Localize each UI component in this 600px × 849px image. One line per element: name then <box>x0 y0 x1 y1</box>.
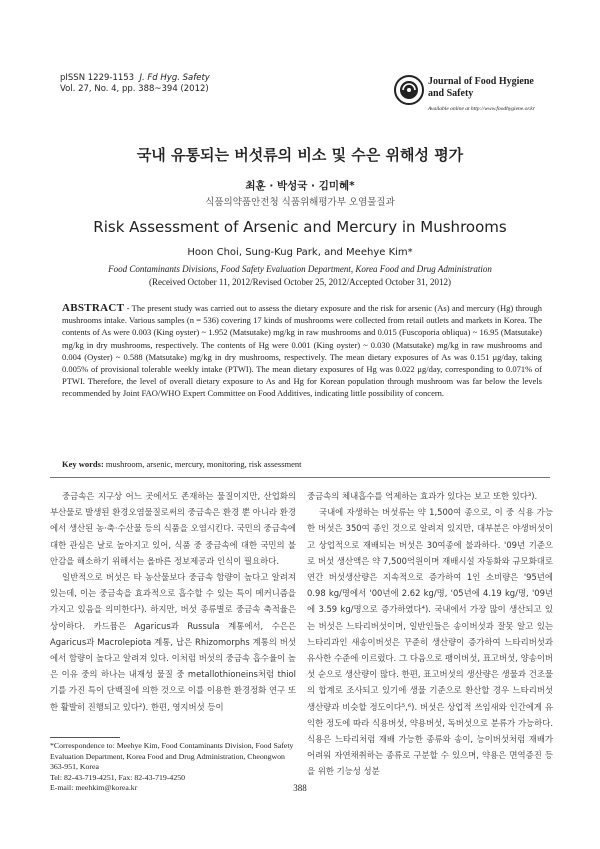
keywords-text: mushroom, arsenic, mercury, monitoring, risk assessment <box>103 459 302 469</box>
page-number: 388 <box>293 783 307 793</box>
authors-korean: 최훈 · 박성국 · 김미혜* <box>245 180 355 192</box>
body-column-right <box>307 488 553 780</box>
abstract <box>62 302 542 400</box>
affiliation-korean: 식품의약품안전청 식품위해평가부 오염물질과 <box>205 197 395 208</box>
journal-citation <box>60 73 210 95</box>
paragraph: 중금속은 지구상 어느 곳에서도 존재하는 물질이지만, 산업화의 부산물로 발생된 환경오염물질로써의 중금속은 환경 뿐 아니라 환경에서 생산된 농·축·수산물 등의 식품을 오염시킨다. 국민의 중금속에 대한 관심은 날로 높아지고 있어, 식품 중 중금속에 대한 국민의 불안감을 해소하기 위해서는 올바른 정보제공과 인식이 필요하다. <box>50 491 296 566</box>
paragraph: 중금속의 체내흡수를 억제하는 효과가 있다는 보고 또한 있다³). <box>307 491 538 501</box>
paragraph: 국내에 자생하는 버섯류는 약 1,500여 종으로, 이 중 식용 가능한 버섯은 350여 종인 것으로 알려져 있지만, 대부분은 야생버섯이고 상업적으로 재배되는 버섯은 30여종에 불과하다. '09년 기준으로 버섯 생산액은 약 7,500억원이며 재배시설 자동화와 규모화대로 연간 버섯생산량은 지속적으로 증가하여 1인 소비량은 '95년에 0.98 kg/명에서 '00년에 2.62 kg/명, '05년에 4.19 kg/명, '09년에 3.59 kg/명으로 증가하였다⁴). 국내에서 가장 많이 생산되고 있는 버섯은 느타리버섯이며, 일반인들은 송이버섯과 잘못 알고 있는 느타리과인 새송이버섯은 꾸준히 생산량이 증가하여 느타리버섯과 유사한 수준에 이르렀다. 그 다음으로 팽이버섯, 표고버섯, 양송이버섯 순으로 생산량이 많다. 한편, 표고버섯의 생산량은 생물과 건조물의 합계로 조사되고 있기에 생물 기준으로 환산할 경우 느타리버섯 생산량과 비슷할 정도이다⁵,⁶). 버섯은 상업적 쓰임새와 인간에게 유익한 정도에 따라 식용버섯, 약용버섯, 독버섯으로 분류가 가능하다. 식용은 느타리처럼 재배 가능한 종류와 송이, 능이버섯처럼 재배가 어려워 자연채취하는 종류로 구분할 수 있으며, 약용은 면역증진 등을 위한 기능성 성분 <box>307 507 553 777</box>
abstract-label: ABSTRACT <box>62 302 125 314</box>
journal-url: Available online at http://www.foodhygiene.or.kr <box>428 106 535 112</box>
keywords-label: Key words: <box>62 459 104 469</box>
issn: pISSN 1229-1153 <box>60 73 135 83</box>
section-divider <box>50 477 550 478</box>
footnote-rule <box>50 737 120 738</box>
body-column-left <box>50 488 296 715</box>
correspondence-footnote: *Correspondence to: Meehye Kim, Food Contaminants Division, Food Safety Evaluation Department, Korea Food and Drug Administration, Cheongwon 363-951, Korea Tel: 82-43-719-4251, Fax: 82-43-719-4250 E-mail: meehkim@korea.kr <box>50 741 294 793</box>
journal-name-line2: and Safety <box>428 88 474 99</box>
journal-abbreviation: J. Fd Hyg. Safety <box>139 73 210 83</box>
journal-name <box>428 76 548 100</box>
paragraph: 일반적으로 버섯은 타 농산물보다 중금속 함량이 높다고 알려져 있는데, 이는 중금속을 효과적으로 흡수할 수 있는 특이 메커니즘을 가지고 있음을 의미한다¹). 하지만, 버섯 종류별로 중금속 축적율은 상이하다. 카드뮴은 Agaricus과 Russula 계통에서, 수은은 Agaricus과 Macrolepiota 계통, 납은 Rhizomorphs 계통의 버섯에서 함량이 높다고 알려져 있다. 이처럼 버섯의 중금속 흡수율이 높은 이유 중의 하나는 내재성 물질 중 metallothioneins처럼 thiol기를 가진 특이 단백질에 의한 것으로 이를 이용한 환경정화 연구 또한 활발히 진행되고 있다²). 한편, 영지버섯 등이 <box>50 572 296 712</box>
received-dates: (Received October 11, 2012/Revised October 25, 2012/Accepted October 31, 2012) <box>148 277 452 287</box>
title-english: Risk Assessment of Arsenic and Mercury in Mushrooms <box>93 218 507 236</box>
authors-english: Hoon Choi, Sung-Kug Park, and Meehye Kim* <box>187 247 413 258</box>
volume-pages: Vol. 27, No. 4, pp. 388~394 (2012) <box>60 84 209 94</box>
journal-name-line1: Journal of Food Hygiene <box>428 76 534 87</box>
keywords <box>62 459 542 469</box>
affiliation-english: Food Contaminants Divisions, Food Safety Evaluation Department, Korea Food and Drug Administration <box>108 264 492 274</box>
title-korean: 국내 유통되는 버섯류의 비소 및 수은 위해성 평가 <box>136 146 464 164</box>
abstract-text: - The present study was carried out to assess the dietary exposure and the risk for arsenic (As) and mercury (Hg) through mushrooms intake. Various samples (n = 536) covering 17 kinds of mushrooms were collected from retail outlets and markets in Korea. The contents of As were 0.003 (King oyster) ~ 1.952 (Matsutake) mg/kg in raw mushrooms and 0.015 (Fuscoporia obliqua) ~ 16.95 (Matsutake) mg/kg in dry mushrooms, respectively. The contents of Hg were 0.001 (King oyster) ~ 0.030 (Matsutake) mg/kg in raw mushrooms and 0.004 (Oyster) ~ 0.588 (Matsutake) mg/kg in dry mushrooms, respectively. The mean dietary exposures of As was 0.151 μg/day, taking 0.005% of provisional tolerable weekly intake (PTWI). The mean dietary exposures of Hg was 0.022 μg/day, corresponding to 0.071% of PTWI. Therefore, the level of overall dietary exposure to As and Hg for Korean population through mushroom was far below the levels recommended by Joint FAO/WHO Expert Committee on Food Additives, indicating little possibility of concern. <box>62 303 542 399</box>
